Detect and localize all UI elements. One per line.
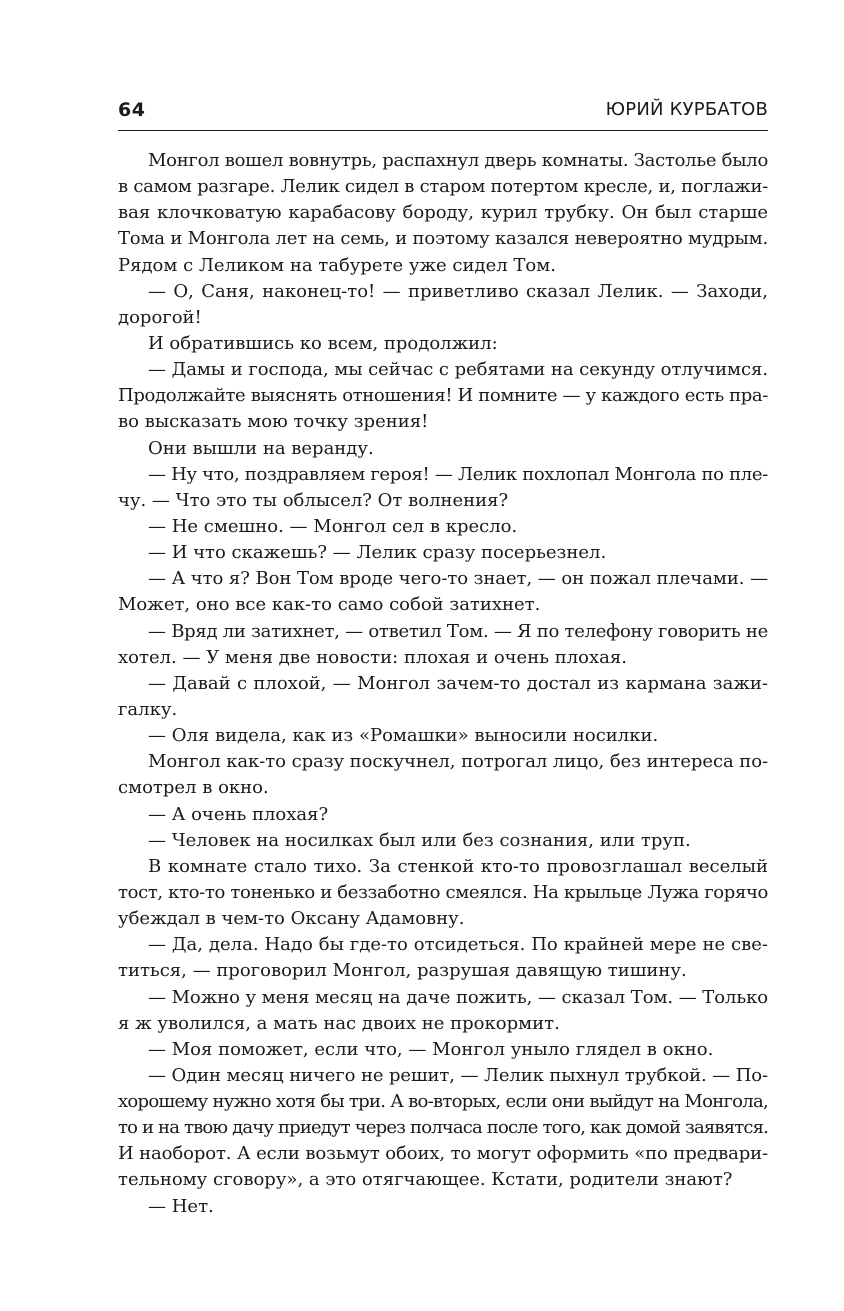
text-line: Тома и Монгола лет на семь, и поэтому казался невероятно мудрым. <box>118 228 768 250</box>
text-line: чу. — Что это ты облысел? От волнения? <box>118 489 509 511</box>
text-line: тост, кто-то тоненько и беззаботно смеялся. На крыльце Лужа горячо <box>118 881 768 903</box>
text-line: Продолжайте выяснять отношения! И помните — у каждого есть пра- <box>118 385 769 407</box>
text-line: — Моя поможет, если что, — Монгол уныло глядел в окно. <box>148 1038 714 1060</box>
text-line: — Нет. <box>148 1195 214 1217</box>
text-line: убеждал в чем-то Оксану Адамовну. <box>118 908 465 930</box>
text-line: хотел. — У меня две новости: плохая и очень плохая. <box>118 646 627 668</box>
body-text <box>118 148 768 1220</box>
text-line: смотрел в окно. <box>118 777 269 799</box>
text-line: Монгол вошел вовнутрь, распахнул дверь комнаты. Застолье было <box>148 150 769 171</box>
text-line: — А что я? Вон Том вроде чего-то знает, — он пожал плечами. — <box>148 568 768 590</box>
text-line: Они вышли на веранду. <box>148 437 374 459</box>
text-line: в самом разгаре. Лелик сидел в старом потертом кресле, и, поглажи- <box>118 176 768 198</box>
text-line: дорогой! <box>118 306 202 328</box>
text-line: — Дамы и господа, мы сейчас с ребятами на секунду отлучимся. <box>148 359 768 381</box>
text-line: титься, — проговорил Монгол, разрушая давящую тишину. <box>118 960 687 982</box>
text-line: Рядом с Леликом на табурете уже сидел Том. <box>118 254 556 276</box>
text-line: — Да, дела. Надо бы где-то отсидеться. По крайней мере не све- <box>148 934 768 956</box>
text-line: то и на твою дачу приедут через полчаса после того, как домой заявятся. <box>118 1117 769 1139</box>
text-line: хорошему нужно хотя бы три. А во-вторых, если они выйдут на Монгола, <box>118 1091 768 1113</box>
text-line: тельному сговору», а это отягчающее. Кстати, родители знают? <box>118 1169 733 1191</box>
page-number: 64 <box>118 99 146 121</box>
text-line: И наоборот. А если возьмут обоих, то могут оформить «по предвари- <box>118 1143 768 1165</box>
text-line: галку. <box>118 698 178 720</box>
text-line: Может, оно все как-то само собой затихнет. <box>118 594 541 616</box>
text-line: — Не смешно. — Монгол сел в кресло. <box>148 515 518 537</box>
text-line: — Вряд ли затихнет, — ответил Том. — Я по телефону говорить не <box>148 620 768 642</box>
text-line: — И что скажешь? — Лелик сразу посерьезнел. <box>148 542 607 564</box>
text-line: я ж уволился, а мать нас двоих не прокормит. <box>118 1012 560 1034</box>
text-line: — Можно у меня месяц на даче пожить, — сказал Том. — Только <box>148 986 769 1008</box>
text-line: — А очень плохая? <box>148 803 329 825</box>
text-line: — Давай с плохой, — Монгол зачем-то достал из кармана зажи- <box>148 672 768 694</box>
text-line: — Оля видела, как из «Ромашки» выносили носилки. <box>148 725 659 747</box>
text-line: И обратившись ко всем, продолжил: <box>148 332 498 354</box>
text-line: — О, Саня, наконец-то! — приветливо сказал Лелик. — Заходи, <box>148 280 768 302</box>
text-line: — Один месяц ничего не решит, — Лелик пыхнул трубкой. — По- <box>148 1064 769 1086</box>
running-head-author: ЮРИЙ КУРБАТОВ <box>605 99 768 120</box>
text-line: В комнате стало тихо. За стенкой кто-то провозглашал веселый <box>148 855 768 877</box>
page-header <box>118 96 768 131</box>
text-line: — Ну что, поздравляем героя! — Лелик похлопал Монгола по пле- <box>148 463 769 485</box>
text-line: Монгол как-то сразу поскучнел, потрогал лицо, без интереса по- <box>148 751 768 773</box>
text-line: вая клочковатую карабасову бороду, курил трубку. Он был старше <box>118 202 768 224</box>
text-line: во высказать мою точку зрения! <box>118 411 429 433</box>
text-line: — Человек на носилках был или без сознания, или труп. <box>148 829 691 851</box>
